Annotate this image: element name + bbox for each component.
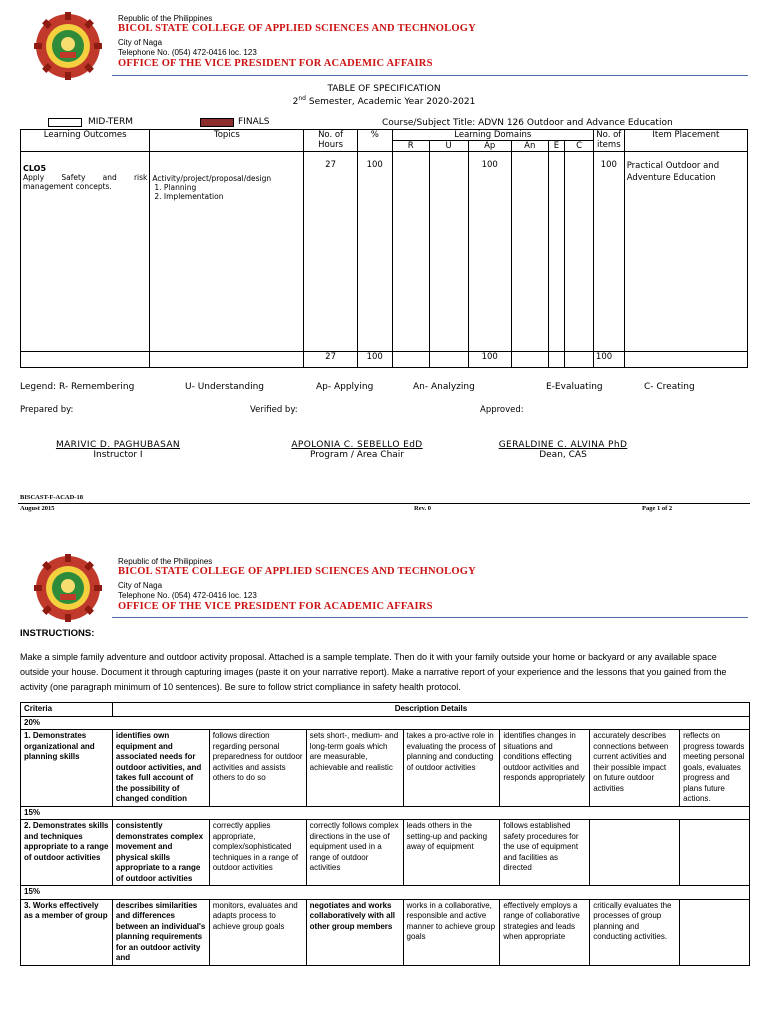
col-u: U: [429, 141, 468, 152]
criterion-cell: 1. Demonstrates organizational and planning skills: [21, 730, 113, 807]
rubric-cell: [590, 820, 680, 886]
total-u: [429, 352, 468, 368]
total-topic-cell: [150, 352, 304, 368]
items-cell: 100: [593, 152, 624, 352]
col-items: No. of items: [593, 130, 624, 152]
col-c: C: [565, 141, 594, 152]
telephone-text: Telephone No. (054) 472-0416 loc. 123: [118, 48, 257, 57]
legend-understanding: U- Understanding: [185, 382, 265, 392]
r-cell: [392, 152, 429, 352]
u-cell: [429, 152, 468, 352]
weight-row: 15%: [21, 886, 750, 900]
topic-title: Activity/project/proposal/design: [152, 174, 272, 183]
legend-analyzing: An- Analyzing: [413, 382, 475, 392]
college-seal-icon: [34, 554, 102, 622]
republic-text: Republic of the Philippines: [118, 14, 213, 23]
course-title: Course/Subject Title: ADVN 126 Outdoor and Advance Education: [382, 118, 673, 128]
rubric-cell: identifies own equipment and associated needs for outdoor activities, and takes full account of the possibility of changed condition: [112, 730, 209, 807]
rubric-cell: negotiates and works collaboratively with all other group members: [306, 899, 403, 965]
semester-number: 2: [292, 97, 299, 107]
semester-line: [0, 95, 768, 107]
verified-label: Verified by:: [250, 405, 298, 415]
topic-item: 2. Implementation: [154, 192, 224, 201]
an-cell: [511, 152, 548, 352]
table-row: [21, 820, 750, 886]
legend-evaluating: E-Evaluating: [546, 382, 603, 392]
rubric-cell: accurately describes connections between current activities and their possible impact on future outdoor activities: [590, 730, 680, 807]
rubric-cell: leads others in the setting-up and packing away of equipment: [403, 820, 500, 886]
col-e: E: [548, 141, 564, 152]
total-an: [511, 352, 548, 368]
prepared-signature: [38, 440, 198, 460]
college-name: BICOL STATE COLLEGE OF APPLIED SCIENCES AND TECHNOLOGY: [118, 566, 476, 577]
tos-title: TABLE OF SPECIFICATION: [327, 84, 441, 94]
total-ap: 100: [468, 352, 511, 368]
total-hours: 27: [304, 352, 357, 368]
verified-signature: [272, 440, 442, 460]
col-topics: Topics: [150, 130, 304, 152]
city-text: City of Naga: [118, 581, 163, 590]
table-row: [21, 730, 750, 807]
total-e: [548, 352, 564, 368]
office-name: OFFICE OF THE VICE PRESIDENT FOR ACADEMIC AFFAIRS: [118, 58, 433, 69]
rubric-cell: [680, 899, 750, 965]
footer-divider: [18, 503, 750, 504]
legend-creating: C- Creating: [644, 382, 695, 392]
total-placement: [624, 352, 747, 368]
header-divider: [112, 617, 748, 618]
criteria-header: Criteria: [21, 703, 113, 717]
rubric-cell: monitors, evaluates and adapts process to achieve group goals: [209, 899, 306, 965]
rubric-cell: identifies changes in situations and conditions effecting outdoor activities and responds appropriately: [500, 730, 590, 807]
topic-cell: [150, 152, 304, 352]
tos-table: [20, 129, 748, 368]
total-percent: 100: [357, 352, 392, 368]
form-date: August 2015: [20, 505, 55, 512]
topic-item: 1. Planning: [154, 183, 197, 192]
rubric-cell: describes similarities and differences between an individual's planning requirements for an outdoor activity and: [112, 899, 209, 965]
criterion-cell: 2. Demonstrates skills and techniques appropriate to a range of outdoor activities: [21, 820, 113, 886]
approved-name: GERALDINE C. ALVINA PhD: [498, 440, 628, 450]
midterm-label: MID-TERM: [88, 117, 133, 127]
republic-text: Republic of the Philippines: [118, 557, 213, 566]
criterion-cell: 3. Works effectively as a member of group: [21, 899, 113, 965]
college-name: BICOL STATE COLLEGE OF APPLIED SCIENCES AND TECHNOLOGY: [118, 23, 476, 34]
prepared-name: MARIVIC D. PAGHUBASAN: [55, 440, 181, 450]
outcome-code: CLO5: [23, 164, 47, 173]
midterm-checkbox[interactable]: [48, 118, 82, 127]
rubric-table: [20, 702, 750, 966]
col-item-placement: Item Placement: [624, 130, 747, 152]
form-revision: Rev. 0: [414, 505, 431, 512]
finals-checkbox[interactable]: [200, 118, 234, 127]
total-r: [392, 352, 429, 368]
prepared-label: Prepared by:: [20, 405, 74, 415]
col-percent: %: [357, 130, 392, 152]
c-cell: [565, 152, 594, 352]
rubric-cell: consistently demonstrates complex movement and physical skills appropriate to a range of outdoor activities: [112, 820, 209, 886]
verified-title: Program / Area Chair: [309, 450, 404, 460]
rubric-cell: follows direction regarding personal preparedness for outdoor activities and assists others to do so: [209, 730, 306, 807]
col-r: R: [392, 141, 429, 152]
header-divider: [112, 75, 748, 76]
table-row: [21, 899, 750, 965]
city-text: City of Naga: [118, 38, 163, 47]
rubric-cell: [680, 820, 750, 886]
col-learning-outcomes: Learning Outcomes: [21, 130, 150, 152]
page-number: Page 1 of 2: [642, 505, 673, 512]
col-hours: No. of Hours: [304, 130, 357, 152]
rubric-cell: correctly follows complex directions in the use of equipment used in a range of outdoor activities: [306, 820, 403, 886]
legend-applying: Ap- Applying: [316, 382, 374, 392]
rubric-cell: reflects on progress towards meeting personal goals, evaluates progress and plans future actions.: [680, 730, 750, 807]
weight-row: 20%: [21, 716, 750, 730]
placement-cell: Practical Outdoor and Adventure Education: [624, 152, 747, 352]
ap-cell: 100: [468, 152, 511, 352]
outcome-text: Apply Safety and risk management concepts.: [23, 173, 148, 191]
col-ap: Ap: [468, 141, 511, 152]
rubric-cell: works in a collaborative, responsible and active manner to achieve group goals: [403, 899, 500, 965]
approved-label: Approved:: [480, 405, 524, 415]
details-header: Description Details: [112, 703, 749, 717]
approved-signature: [478, 440, 648, 460]
total-label-cell: [21, 352, 150, 368]
form-code: BISCAST-F-ACAD-18: [20, 494, 83, 501]
instructions-heading: INSTRUCTIONS:: [20, 628, 95, 639]
legend-remembering: Legend: R- Remembering: [20, 382, 135, 392]
rubric-cell: sets short-, medium- and long-term goals which are measurable, achievable and realistic: [306, 730, 403, 807]
rubric-cell: effectively employs a range of collaborative strategies and leads when appropriate: [500, 899, 590, 965]
semester-text: Semester, Academic Year 2020-2021: [306, 97, 476, 107]
verified-name: APOLONIA C. SEBELLO EdD: [291, 440, 423, 450]
approved-title: Dean, CAS: [539, 450, 587, 460]
rubric-cell: takes a pro-active role in evaluating the process of planning and conducting of outdoor activities: [403, 730, 500, 807]
col-an: An: [511, 141, 548, 152]
e-cell: [548, 152, 564, 352]
total-items: 100: [593, 352, 624, 368]
weight-row: 15%: [21, 806, 750, 820]
office-name: OFFICE OF THE VICE PRESIDENT FOR ACADEMIC AFFAIRS: [118, 601, 433, 612]
percent-cell: 100: [357, 152, 392, 352]
total-c: [565, 352, 594, 368]
college-seal-icon: [34, 12, 102, 80]
hours-cell: 27: [304, 152, 357, 352]
col-learning-domains: Learning Domains: [392, 130, 593, 141]
finals-label: FINALS: [238, 117, 270, 127]
rubric-cell: critically evaluates the processes of group planning and conducting activities.: [590, 899, 680, 965]
outcome-cell: [21, 152, 150, 352]
prepared-title: Instructor I: [93, 450, 143, 460]
rubric-cell: follows established safety procedures for the use of equipment and facilities as directed: [500, 820, 590, 886]
telephone-text: Telephone No. (054) 472-0416 loc. 123: [118, 591, 257, 600]
rubric-cell: correctly applies appropriate, complex/sophisticated techniques in a range of outdoor activities: [209, 820, 306, 886]
instructions-body: Make a simple family adventure and outdoor activity proposal. Attached is a sample template. Then do it with your family outside your home or backyard or any available space outside your house. Document it through capturing images (paste it on your narrative report). Make a narrative report of your experience and the lessons that you gained from the activity (one paragraph minimum of 10 sentences). Be sure to follow strict compliance in safety health protocol.: [20, 652, 727, 692]
semester-superscript: nd: [298, 95, 306, 102]
